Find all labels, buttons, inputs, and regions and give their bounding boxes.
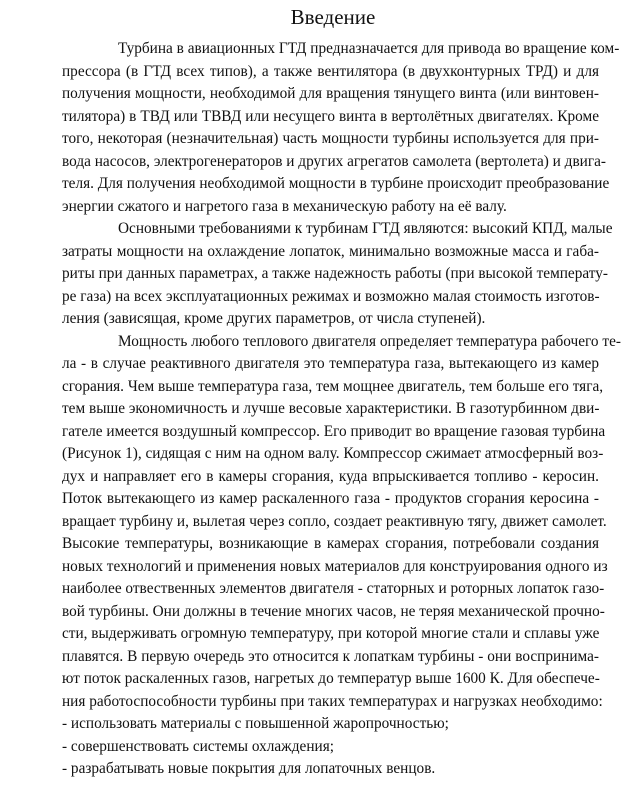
text-line: получения мощности, необходимой для вращения тянущего винта (или винтовен- <box>62 85 599 102</box>
text-line: наиболее отвественных элементов двигателя - статорных и роторных лопаток газо- <box>62 580 605 597</box>
text-line: тилятора) в ТВД или ТВВД или несущего винта в вертолётных двигателях. Кроме <box>62 107 599 125</box>
text-line: вращает турбину и, вылетая через сопло, создает реактивную тягу, движет самолет. <box>62 512 607 530</box>
text-line: Мощность любого теплового двигателя определяет температура рабочего те- <box>118 332 621 350</box>
text-line: (Рисунок 1), сидящая с ним на одном валу. Компрессор сжимает атмосферный воз- <box>62 445 604 462</box>
text-line: прессора (в ГТД всех типов), а также вентилятора (в двухконтурных ТРД) и для <box>62 62 599 80</box>
text-line: сгорания. Чем выше температура газа, тем мощнее двигатель, тем больше его тяга, <box>62 377 604 395</box>
text-line: новых технологий и применения новых материалов для конструирования одного из <box>62 557 608 575</box>
text-line: Высокие температуры, возникающие в камерах сгорания, потребовали создания <box>62 535 599 552</box>
text-line: сти, выдерживать огромную температуру, при которой многие стали и сплавы уже <box>62 625 600 642</box>
text-line: ния работоспособности турбины при таких температурах и нагрузках необходимо: <box>62 692 603 710</box>
text-line: ления (зависящая, кроме других параметров, от числа ступеней). <box>62 310 486 327</box>
text-line: Турбина в авиационных ГТД предназначается для привода во вращение ком- <box>118 40 620 57</box>
text-line: ре газа) на всех эксплуатационных режимах и возможно малая стоимость изготов- <box>62 287 600 305</box>
text-line: тем выше экономичность и лучше весовые характеристики. В газотурбинном дви- <box>62 400 600 417</box>
text-line: риты при данных параметрах, а также надежность работы (при высокой температу- <box>62 265 608 282</box>
text-line: плавятся. В первую очередь это относится к лопаткам турбины - они воспринима- <box>62 647 599 665</box>
document-body <box>62 38 621 781</box>
text-line: вой турбины. Они должны в течение многих часов, не теряя механической прочно- <box>62 602 605 620</box>
text-line: ют поток раскаленных газов, нагретых до температур выше 1600 К. Для обеспече- <box>62 670 600 687</box>
text-line: дух и направляет его в камеры сгорания, куда впрыскивается топливо - керосин. <box>62 467 599 485</box>
requirements-list <box>62 713 599 781</box>
paragraph <box>62 38 620 218</box>
list-item: - разрабатывать новые покрытия для лопаточных венцов. <box>62 760 436 777</box>
list-item: - использовать материалы с повышенной жаропрочностью; <box>62 715 449 732</box>
text-line: вода насосов, электрогенераторов и других агрегатов самолета (вертолета) и двига- <box>62 152 607 170</box>
text-line: энергии сжатого и нагретого газа в механическую работу на её валу. <box>62 197 507 215</box>
text-line: Поток вытекающего из камер раскаленного газа - продуктов сгорания керосина - <box>62 490 599 507</box>
text-line: затраты мощности на охлаждение лопаток, минимально возможные масса и габа- <box>62 242 599 260</box>
text-line: гателе имеется воздушный компрессор. Его приводит во вращение газовая турбина <box>62 422 606 440</box>
text-line: теля. Для получения необходимой мощности в турбине происходит преобразование <box>62 175 610 192</box>
list-item: - совершенствовать системы охлаждения; <box>62 737 334 755</box>
page-title: Введение <box>290 5 376 29</box>
text-line: того, некоторая (незначительная) часть мощности турбины используется для при- <box>62 130 599 147</box>
text-line: Основными требованиями к турбинам ГТД являются: высокий КПД, малые <box>118 220 613 237</box>
paragraph <box>62 331 621 714</box>
text-line: ла - в случае реактивного двигателя это температура газа, вытекающего из камер <box>62 355 599 372</box>
paragraph <box>62 218 613 331</box>
